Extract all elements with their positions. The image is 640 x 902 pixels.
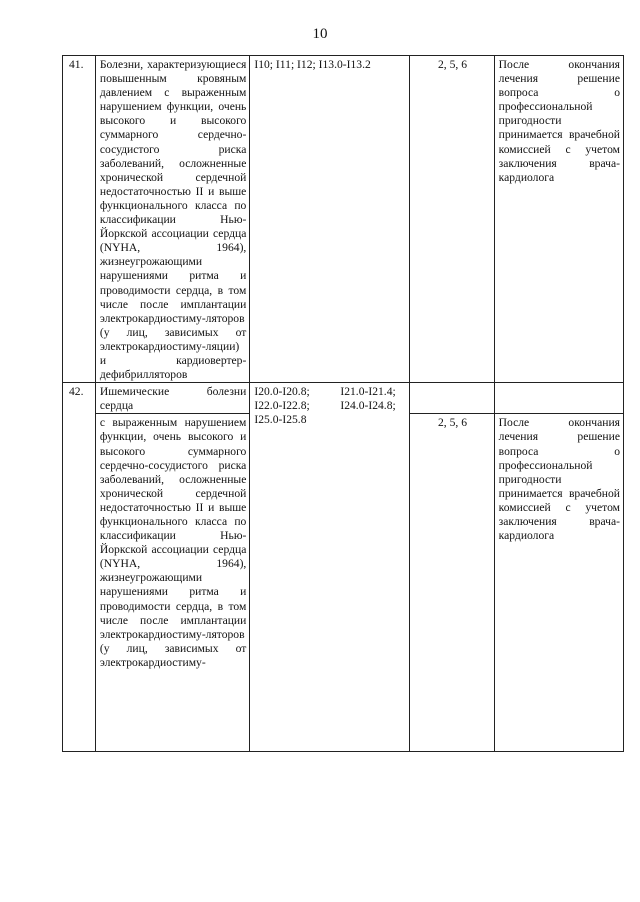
category-codes: 2, 5, 6	[410, 56, 494, 383]
row-number: 41.	[63, 56, 96, 383]
icd-code: I21.0-I21.4;	[340, 385, 396, 399]
category-codes: 2, 5, 6	[410, 414, 494, 752]
disease-description: Болезни, характеризующиеся повышенным кровяным давлением с выраженным нарушением функции, очень высокого и высокого суммарного сердечно-сосудистого риска заболеваний, осложненные хронической сердечной недостаточностью II и выше функционального класса по классификации Нью-Йоркской ассоциации сердца (NYHA, 1964), жизнеугрожающими нарушениями ритма и проводимости сердца, в том числе после имплантации электрокардиостиму-ляторов (у лиц, зависимых от электрокардиостиму-ляции) и кардиовертер-дефибрилляторов	[95, 56, 249, 383]
icd-code: I20.0-I20.8;	[254, 385, 310, 399]
icd-code: I24.0-I24.8;	[340, 399, 396, 413]
empty-cell	[494, 383, 623, 414]
disease-description: с выраженным нарушением функции, очень высокого и высокого суммарного сердечно-сосудистого риска заболеваний, осложненные хронической сердечной недостаточностью II и выше функционального класса по классификации Нью-Йоркской ассоциации сердца (NYHA, 1964), жизнеугрожающими нарушениями ритма и проводимости сердца, в том числе после имплантации электрокардиостиму-ляторов (у лиц, зависимых от электрокардиостиму-	[95, 414, 249, 752]
table-row	[63, 383, 624, 414]
conditions-table	[62, 55, 624, 752]
icd-codes: I10; I11; I12; I13.0-I13.2	[250, 56, 410, 383]
icd-code: I22.0-I22.8;	[254, 399, 310, 413]
empty-cell	[410, 383, 494, 414]
remark-text: После окончания лечения решение вопроса о профессиональной пригодности принимается врачебной комиссией с учетом заключения врача-кардиолога	[494, 56, 623, 383]
page-number: 10	[312, 26, 328, 42]
icd-codes	[250, 383, 410, 752]
icd-code: I25.0-I25.8	[254, 413, 307, 427]
row-number: 42.	[63, 383, 96, 752]
disease-title: Ишемические болезни сердца	[95, 383, 249, 414]
remark-text: После окончания лечения решение вопроса о профессиональной пригодности принимается врачебной комиссией с учетом заключения врача-кардиолога	[494, 414, 623, 752]
table-row	[63, 56, 624, 383]
